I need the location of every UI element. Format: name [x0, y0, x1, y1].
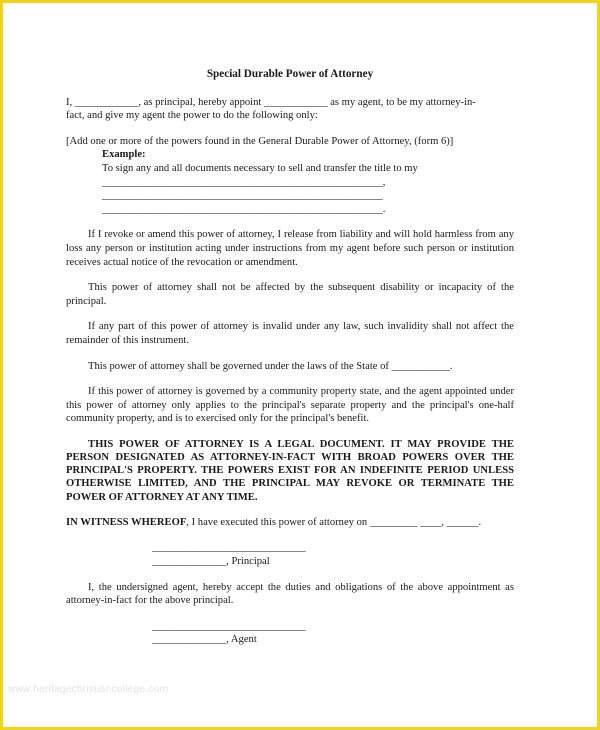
revoke-paragraph: If I revoke or amend this power of attorney, I release from liability and will hold harmless from any loss any person or institution acting under instructions from my agent before such person or institution receives actual notice of the revocation or amendment.	[66, 229, 514, 268]
community-property-paragraph: If this power of attorney is governed by a community property state, and the agent appointed under this power of attorney only applies to the principal's separate property and the principal's one-half community property, and is to exercised only for the principal's benefit.	[66, 386, 514, 425]
intro-line-2: fact, and give my agent the power to do the following only:	[66, 110, 318, 122]
principal-signature	[152, 541, 514, 568]
agent-signature	[152, 620, 514, 647]
document-title: Special Durable Power of Attorney	[206, 68, 374, 80]
disability-paragraph: This power of attorney shall not be affected by the subsequent disability or incapacity of the principal.	[66, 282, 514, 307]
agent-acceptance-paragraph: I, the undersigned agent, hereby accept the duties and obligations of the above appointment as attorney-in-fact for the above principal.	[66, 581, 514, 607]
example-line-1: _____________________________________________________,	[102, 176, 386, 188]
example-label: Example:	[102, 149, 146, 161]
governed-paragraph: This power of attorney shall be governed under the laws of the State of ___________.	[88, 360, 453, 372]
add-powers-section	[66, 135, 514, 217]
witness-paragraph	[66, 516, 514, 530]
principal-label: ______________, Principal	[152, 556, 270, 568]
witness-text: , I have executed this power of attorney on _________ ____, ______.	[186, 516, 482, 528]
watermark: www.heritagechristiancollege.com	[8, 684, 169, 695]
legal-warning-paragraph: THIS POWER OF ATTORNEY IS A LEGAL DOCUMENT. IT MAY PROVIDE THE PERSON DESIGNATED AS ATTORNEY-IN-FACT WITH BROAD POWERS OVER THE PRINCIPAL'S PROPERTY. THE POWERS EXIST FOR AN INDEFINITE PERIOD UNLESS OTHERWISE LIMITED, AND THE PRINCIPAL MAY REVOKE OR TERMINATE THE POWER OF ATTORNEY AT ANY TIME.	[66, 438, 514, 503]
principal-signature-line: _____________________________	[152, 542, 306, 554]
agent-signature-line: _____________________________	[152, 620, 306, 632]
example-line-3: _____________________________________________________.	[102, 203, 386, 215]
witness-heading: IN WITNESS WHEREOF	[66, 516, 187, 528]
intro-line-1: I, ____________, as principal, hereby appoint ____________ as my agent, to be my attorney-in-	[66, 96, 476, 108]
example-blank-lines	[102, 176, 514, 217]
example-text: To sign any and all documents necessary to sell and transfer the title to my	[102, 162, 418, 174]
add-powers-line: [Add one or more of the powers found in the General Durable Power of Attorney, (form 6)]	[66, 135, 454, 147]
example-line-2: _____________________________________________________	[102, 190, 383, 202]
example-block	[102, 148, 514, 216]
agent-label: ______________, Agent	[152, 634, 257, 646]
invalid-paragraph: If any part of this power of attorney is invalid under any law, such invalidity shall not affect the remainder of this instrument.	[66, 321, 514, 346]
document-page	[66, 68, 514, 647]
intro-paragraph	[66, 96, 514, 123]
